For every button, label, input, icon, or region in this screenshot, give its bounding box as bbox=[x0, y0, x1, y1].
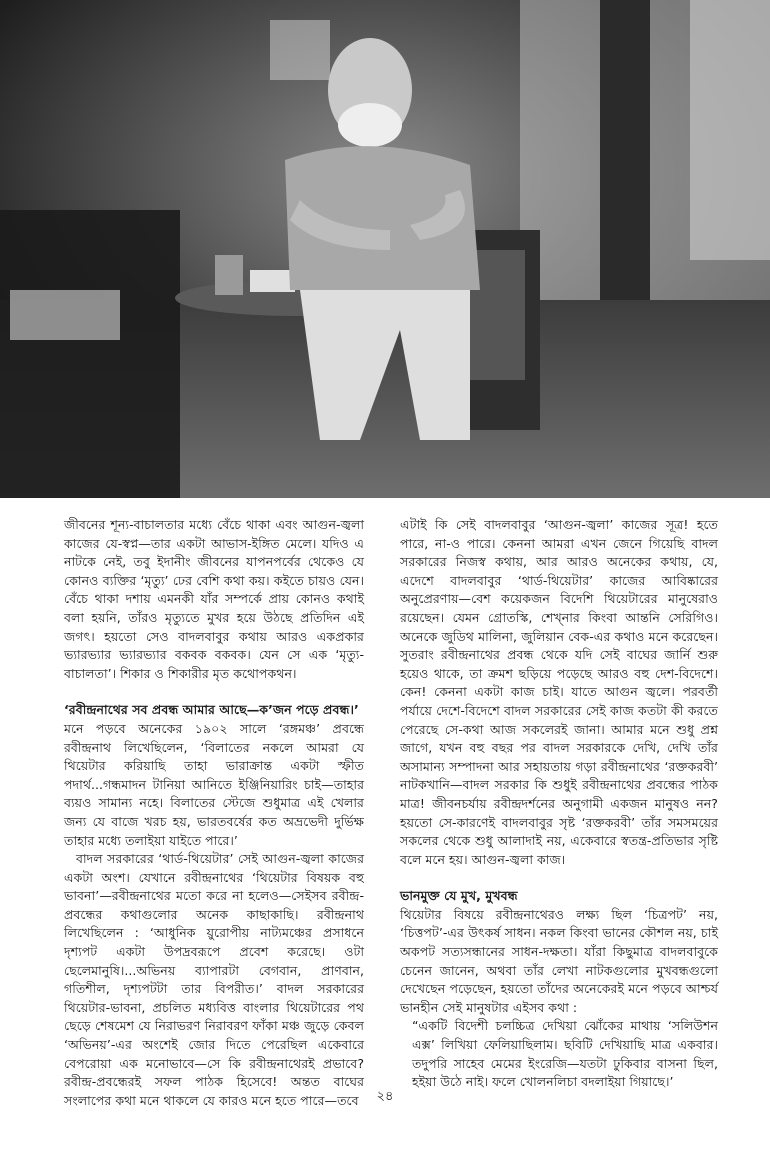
paragraph: বাদল সরকারের ‘থার্ড-থিয়েটার’ সেই আগুন-জ্বলা কাজের একটা অংশ। যেখানে রবীন্দ্রনাথের ‘থিয়েটার বিষয়ক বহু ভাবনা’—রবীন্দ্রনাথের মতো করে না হলেও—সেইসব রবীন্দ্র-প্রবন্ধের কথাগুলোর অনেক কাছাকাছি। রবীন্দ্রনাথ লিখেছিলেন : ‘আধুনিক য়ুরোপীয় নাট্যমঞ্চের প্রসাধনে দৃশ্যপট একটা উপদ্রবরূপে প্রবেশ করেছে। ওটা ছেলেমানুষি।...অভিনয় ব্যাপারটা বেগবান, প্রাণবান, গতিশীল, দৃশ্যপটটা তার বিপরীত।’ বাদল সরকারের থিয়েটার-ভাবনা, প্রচলিত মধ্যবিত্ত বাংলার থিয়েটারের পথ ছেড়ে শেষমেশ যে নিরাভরণ নিরাবরণ ফাঁকা মঞ্চ জুড়ে কেবল ‘অভিনয়’-এর অংশেই জোর দিতে পেরেছিল একেবারে বেপরোয়া এক মনোভাবে—সে কি রবীন্দ্রনাথেরই প্রভাবে? রবীন্দ্র-প্রবন্ধেরই সফল পাঠক হিসেবে! অন্তত বাঘের সংলাপের কথা মনে থাকলে যে কারও মনে হতে পারে—তবে bbox=[64, 851, 364, 1108]
article-photograph bbox=[0, 0, 770, 498]
paragraph: জীবনের শূন্য-বাচালতার মধ্যে বেঁচে থাকা এবং আগুন-জ্বলা কাজের যে-স্বপ্ন—তার একটা আভাস-ইঙ্গিত মেলে। যদিও এ নাটকে নেই, তবু ইদানীং জীবনের যাপনপর্বের থেকেও যে কোনও ব্যক্তির ‘মৃত্যু’ ঢের বেশি কথা কয়। কইতে চায়ও যেন। বেঁচে থাকা দশায় এমনকী যাঁর সম্পর্কে প্রায় কোনও কথাই বলা হয়নি, তাঁরও মৃত্যুতে মুখর হয়ে উঠছে প্রতিদিন এই জগৎ। হয়তো সেও বাদলবাবুর কথায় আরও একপ্রকার ভ্যারভ্যার ভ্যারভ্যার বকবক বকবক। যেন সে এক ‘মৃত্যু-বাচালতা’। শিকার ও শিকারীর মৃত কথোপকথন। bbox=[64, 517, 364, 681]
page-number: ২৪ bbox=[376, 1089, 394, 1104]
paragraph: থিয়েটার বিষয়ে রবীন্দ্রনাথেরও লক্ষ্য ছিল ‘চিত্রপট’ নয়, ‘চিত্তপট’-এর উৎকর্ষ সাধন। নকল কিংবা ভানের কৌশল নয়, চাই অকপট সত্যসন্ধানের সাধন-দক্ষতা। যাঁরা কিছুমাত্র বাদলবাবুকে চেনেন জানেন, অথবা তাঁর লেখা নাটকগুলোর মুখবন্ধগুলো দেখেছেন পড়েছেন, হয়তো তাঁদের অনেকেরই মনে পড়বে আশ্চর্য ভানহীন সেই মানুষটার এইসব কথা : bbox=[400, 906, 718, 1015]
left-column bbox=[64, 516, 364, 1110]
photograph-icon bbox=[0, 0, 770, 498]
right-column bbox=[400, 516, 718, 1092]
section-heading: ভানমুক্ত যে মুখ, মুখবন্ধ bbox=[400, 888, 518, 904]
paragraph: এটাই কি সেই বাদলবাবুর ‘আগুন-জ্বলা’ কাজের সূত্র! হতে পারে, না-ও পারে। কেননা আমরা এখন জেনে গিয়েছি বাদল সরকারের নিজস্ব কথায়, আর আরও অনেকের কথায়, যে, এদেশে বাদলবাবুর ‘থার্ড-থিয়েটার’ কাজের আবিষ্কারের অনুপ্রেরণায়—বেশ কয়েকজন বিদেশি থিয়েটারের মানুষেরাও রয়েছেন। যেমন গ্রোতস্কি, শেখ্নার কিংবা আন্তনি সেরিগিও। অনেকে জুডিথ মালিনা, জুলিয়ান বেক-এর কথাও মনে করেছেন। সুতরাং রবীন্দ্রনাথের প্রবন্ধ থেকে যদি সেই বাঘের জার্নি শুরু হয়েও থাকে, তা ক্রমশ ছড়িয়ে পড়েছে আরও বহু দেশ-বিদেশে। কেন! কেননা একটা কাজ চাই। যাতে আগুন জ্বলে। পরবর্তী পর্যায়ে দেশে-বিদেশে বাদল সরকারের সেই কাজ কতটা কী করতে পেরেছে সে-কথা আজ সকলেরই জানা। আমার মনে শুধু প্রশ্ন জাগে, যখন বহু বছর পর বাদল সরকারকে দেখি, দেখি তাঁর অসামান্য সম্পাদনা আর সহায়তায় গড়া রবীন্দ্রনাথের ‘রক্তকরবী’ নাটকখানি—বাদল সরকার কি শুধুই রবীন্দ্রনাথের প্রবন্ধের পাঠক মাত্র! জীবনচর্যায় রবীন্দ্রদর্শনের অনুগামী একজন মানুষও নন? হয়তো সে-কারণেই বাদলবাবুর সৃষ্ট ‘রক্তকরবী’ তাঁর সমসময়ের সকলের থেকে শুধু আলাদাই নয়, একেবারে স্বতন্ত্র-প্রতিভার সৃষ্টি বলে মনে হয়। আগুন-জ্বলা কাজ। bbox=[400, 517, 718, 867]
section-heading: ‘রবীন্দ্রনাথের সব প্রবন্ধ আমার আছে—ক’জন পড়ে প্রবন্ধ।’ bbox=[64, 702, 359, 718]
paragraph: মনে পড়বে অনেকের ১৯০২ সালে ‘রঙ্গমঞ্চ’ প্রবন্ধে রবীন্দ্রনাথ লিখেছিলেন, ‘বিলাতের নকলে আমরা যে থিয়েটার করিয়াছি তাহা ভারাক্রান্ত একটা স্ফীত পদার্থ...গন্ধমাদন টানিয়া আনিতে ইঞ্জিনিয়ারিং চাই—তাহার ব্যয়ও সামান্য নহে। বিলাতের স্টেজে শুধুমাত্র এই খেলার জন্য যে বাজে খরচ হয়, ভারতবর্ষের কত অভ্রভেদী দুর্ভিক্ষ তাহার মধ্যে তলাইয়া যাইতে পারে।’ bbox=[64, 720, 364, 848]
block-quote: “একটি বিদেশী চলচ্চিত্র দেখিয়া ঝোঁকের মাথায় ‘সলিউশন এক্স’ লিখিয়া ফেলিয়াছিলাম। ছবিটি দেখিয়াছি মাত্র একবার। তদুপরি সাহেব মেমের ইংরেজি—যতটা ঢুকিবার বাসনা ছিল, হইয়া উঠে নাই। ফলে খোলনলিচা বদলাইয়া গিয়াছে।’ bbox=[412, 1018, 718, 1090]
